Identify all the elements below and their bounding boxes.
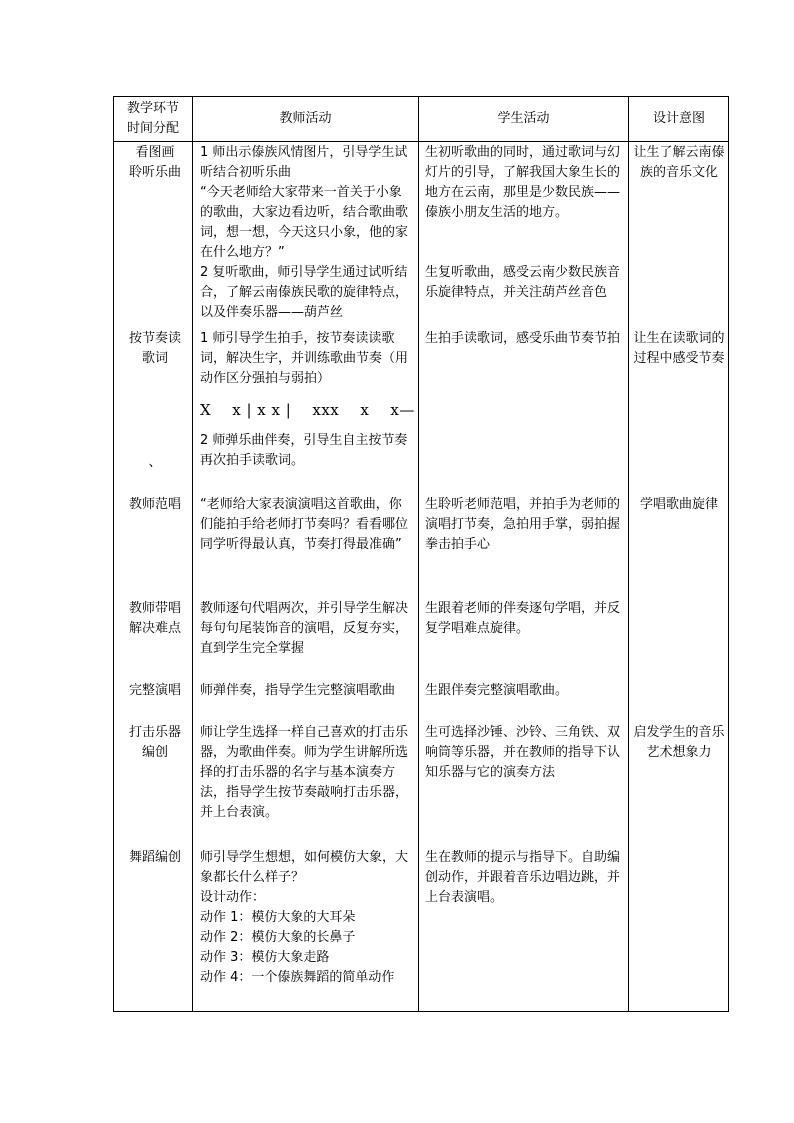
teacher-activity: “老师给大家表演演唱这首歌曲，你们能拍手给老师打节奏吗？看看哪位同学听得最认真，节奏打得最准确” xyxy=(200,497,409,552)
student-activity: 生复听歌曲，感受云南少数民族音乐旋律特点，并关注葫芦丝音色 xyxy=(425,265,621,300)
stage-cell: 教师范唱 xyxy=(128,497,181,512)
stage-cell: 完整演唱 xyxy=(128,683,181,698)
student-activity: 生可选择沙锤、沙铃、三角铁、双响筒等乐器，并在教师的指导下认知乐器与它的演奏方法 xyxy=(425,725,621,780)
rhythm-notation: X x | x x | xxx x x— xyxy=(200,401,415,419)
header-teacher: 教师活动 xyxy=(279,111,332,126)
stage-cell: 打击乐器 编创 xyxy=(128,725,181,760)
stray-mark: 、 xyxy=(148,455,162,470)
design-intent: 学唱歌曲旋律 xyxy=(639,497,718,512)
student-activity: 生跟伴奏完整演唱歌曲。 xyxy=(425,683,569,698)
design-intent: 让生在读歌词的过程中感受节奏 xyxy=(633,331,725,366)
design-intent: 启发学生的音乐艺术想象力 xyxy=(633,725,725,760)
stage-cell: 按节奏读 歌词 xyxy=(128,331,181,366)
stage-cell: 舞蹈编创 xyxy=(128,850,181,865)
stage-cell: 教师带唱 解决难点 xyxy=(128,601,181,636)
teacher-activity: 教师逐句代唱两次，并引导学生解决每句句尾装饰音的演唱，反复夯实，直到学生完全掌握 xyxy=(200,601,409,656)
column-divider xyxy=(192,97,193,1011)
header-student: 学生活动 xyxy=(497,111,550,126)
teacher-activity: 2 师弹乐曲伴奏，引导生自主按节奏再次拍手读歌词。 xyxy=(200,433,408,468)
header-time: 教学环节 时间分配 xyxy=(126,101,179,136)
header-intent: 设计意图 xyxy=(652,111,705,126)
student-activity: 生聆听老师范唱，并拍手为老师的演唱打节奏，急拍用手掌，弱拍握拳击拍手心 xyxy=(425,497,621,552)
column-divider xyxy=(628,97,629,1011)
column-divider xyxy=(418,97,419,1011)
student-activity: 生拍手读歌词，感受乐曲节奏节拍 xyxy=(425,331,621,346)
teacher-activity: 师引导学生想想，如何模仿大象，大象都长什么样子？ 设计动作： 动作 1：模仿大象的大耳朵 动作 2：模仿大象的长鼻子 动作 3：模仿大象走路 动作 4：一个傣族舞蹈的简单动作 xyxy=(200,850,409,985)
design-intent: 让生了解云南傣族的音乐文化 xyxy=(633,145,725,180)
teacher-activity: 1 师出示傣族风情图片，引导学生试听结合初听乐曲 “今天老师给大家带来一首关于小象的歌曲，大家边看边听，结合歌曲歌词，想一想，今天这只小象，他的家在什么地方？” 2 复听歌曲，师引导学生通过试听结合，了解云南傣族民歌的旋律特点，以及伴奏乐器——葫芦丝 xyxy=(200,145,409,320)
lesson-plan-table xyxy=(113,96,729,1012)
stage-cell: 看图画 聆听乐曲 xyxy=(128,145,181,180)
teacher-activity: 师弹伴奏，指导学生完整演唱歌曲 xyxy=(200,683,396,698)
student-activity: 生在教师的提示与指导下。自助编创动作，并跟着音乐边唱边跳，并上台表演唱。 xyxy=(425,850,621,905)
teacher-activity: 1 师引导学生拍手，按节奏读读歌词，解决生字，并训练歌曲节奏（用动作区分强拍与弱拍） xyxy=(200,331,409,386)
student-activity: 生初听歌曲的同时，通过歌词与幻灯片的引导，了解我国大象生长的地方在云南，那里是少数民族——傣族小朋友生活的地方。 xyxy=(425,145,621,220)
student-activity: 生跟着老师的伴奏逐句学唱，并反复学唱难点旋律。 xyxy=(425,601,621,636)
header-divider xyxy=(114,141,728,142)
teacher-activity: 师让学生选择一样自己喜欢的打击乐器，为歌曲伴奏。师为学生讲解所选择的打击乐器的名字与基本演奏方法，指导学生按节奏敲响打击乐器，并上台表演。 xyxy=(200,725,409,820)
